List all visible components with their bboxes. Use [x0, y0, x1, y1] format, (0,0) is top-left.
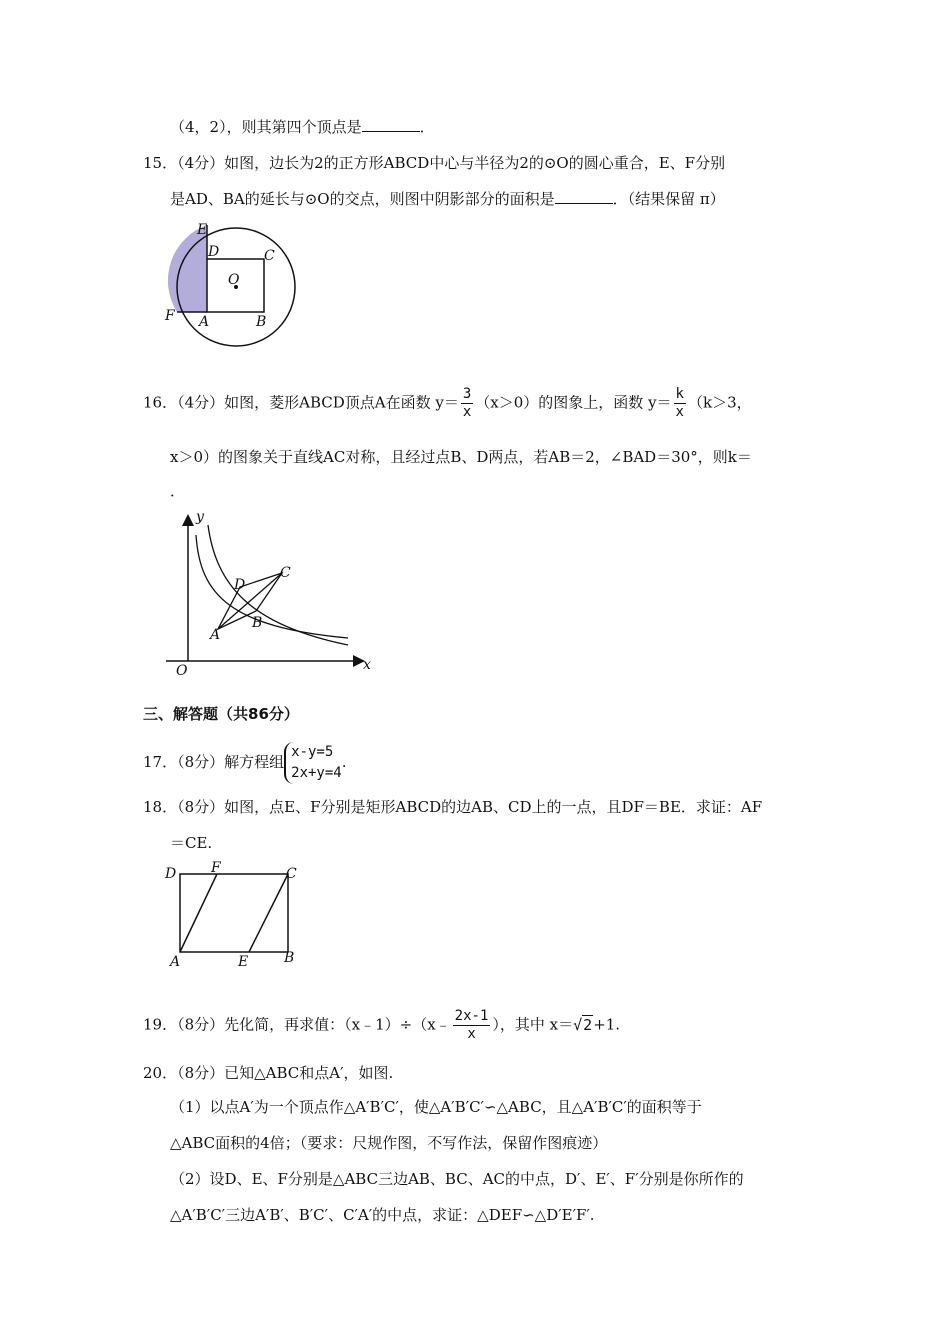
- label-A: A: [199, 314, 210, 330]
- label-x: x: [363, 657, 371, 673]
- q16-figure: [160, 505, 380, 685]
- label-E: E: [197, 222, 208, 238]
- q15-figure: [160, 214, 310, 354]
- label-B: B: [256, 314, 267, 330]
- q20-line1: 20．（8分）已知△ABC和点A′，如图.: [143, 1064, 394, 1082]
- q16-line1: 16．（4分）如图，菱形ABCD顶点A在函数 y＝ $\frac{3}{x}$ （x＞0）的图象上，函数 y＝ $\frac{k}{x}$ （k＞3，: [143, 386, 752, 420]
- fraction-3-over-x: $\frac{3}{x}$: [462, 386, 472, 420]
- label-C: C: [286, 866, 297, 882]
- q16-line3: ．: [170, 482, 186, 500]
- equation-system: x-y=5 2x+y=4: [284, 742, 342, 784]
- q18-line1: 18．（8分）如图，点E、F分别是矩形ABCD的边AB、CD上的一点，且DF＝BE．求证：AF: [143, 798, 763, 816]
- label-D: D: [234, 577, 246, 593]
- q17: 17．（8分）解方程组 x-y=5 2x+y=4 .: [143, 737, 347, 787]
- label-E: E: [238, 954, 249, 970]
- label-C: C: [264, 248, 275, 264]
- q15-line2: 是AD、BA的延长与⊙O的交点，则图中阴影部分的面积是 ．（结果保留 π）: [170, 190, 725, 208]
- label-A: A: [210, 627, 221, 643]
- answer-blank: [555, 189, 613, 204]
- label-C: C: [280, 565, 291, 581]
- q20-line4: （2）设D、E、F分别是△ABC三边AB、BC、AC的中点，D′、E′、F′分别是你所作的: [170, 1170, 744, 1188]
- fraction-k-over-x: $\frac{k}{x}$: [675, 386, 684, 420]
- square-root: √2: [573, 1015, 593, 1034]
- q16-line2: x＞0）的图象关于直线AC对称，且经过点B、D两点，若AB＝2，∠BAD＝30°，则k＝: [170, 448, 752, 466]
- label-B: B: [284, 950, 295, 966]
- q20-line5: △A′B′C′三边A′B′、B′C′、C′A′的中点，求证：△DEF∽△D′E′F′.: [170, 1206, 595, 1224]
- label-D: D: [165, 866, 177, 882]
- label-F: F: [211, 860, 221, 876]
- q20-line3: △ABC面积的4倍；（要求：尺规作图，不写作法，保留作图痕迹）: [170, 1134, 608, 1152]
- q14-tail: （4，2），则其第四个顶点是 ．: [170, 118, 435, 136]
- q15-line1: 15．（4分）如图，边长为2的正方形ABCD中心与半径为2的⊙O的圆心重合，E、F分别: [143, 154, 726, 172]
- section-3-heading: 三、解答题（共86分）: [143, 705, 299, 723]
- rectangle-ABCD: [180, 874, 288, 952]
- q18-line2: ＝CE.: [170, 834, 213, 852]
- fraction-2x-1-over-x: $\frac{2x-1}{x}$: [454, 1008, 489, 1042]
- answer-blank: [362, 117, 420, 132]
- q18-figure: [160, 860, 310, 972]
- label-F: F: [165, 308, 175, 324]
- segment-AF: [180, 874, 217, 952]
- q20-line2: （1）以点A′为一个顶点作△A′B′C′，使△A′B′C′∽△ABC，且△A′B′C′的面积等于: [170, 1098, 702, 1116]
- segment-EC: [249, 874, 288, 952]
- q15-shaded-region: [168, 225, 207, 312]
- label-O: O: [228, 272, 240, 288]
- label-y: y: [196, 509, 204, 525]
- q19: 19．（8分）先化简，再求值：（x﹣1）÷（x﹣ $\frac{2x-1}{x}$ ），其中 x＝√2+1.: [143, 1008, 621, 1042]
- label-A: A: [170, 954, 181, 970]
- label-D: D: [208, 244, 220, 260]
- label-B: B: [252, 615, 263, 631]
- label-O: O: [176, 663, 188, 679]
